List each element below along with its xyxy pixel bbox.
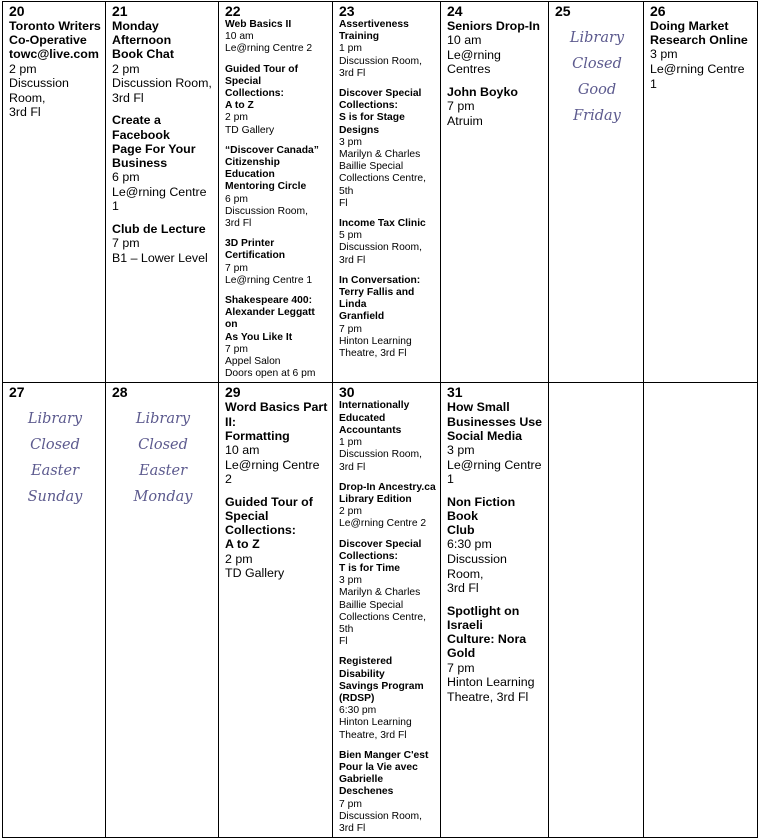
event-item — [112, 113, 214, 214]
day-number: 24 — [447, 3, 463, 19]
event-time: 3 pm — [650, 47, 678, 62]
event-time: 1 pm — [339, 43, 362, 55]
event-location: Le@rning Centre 2 — [225, 457, 320, 487]
event-location: TD Gallery — [225, 124, 275, 136]
event-item — [339, 750, 436, 835]
closed-text-line: Library — [27, 411, 83, 428]
day-cell — [644, 383, 758, 838]
event-time: 6 pm — [225, 193, 248, 205]
event-location: B1 – Lower Level — [112, 250, 208, 265]
event-location: Le@rning Centre 1 — [112, 184, 207, 214]
event-location: Marilyn & Charles Baillie Special Collections Centre, 5th Fl — [339, 587, 426, 648]
event-item — [650, 19, 753, 91]
event-title: How Small Businesses Use Social Media — [447, 400, 543, 443]
event-item — [339, 400, 436, 473]
event-item — [339, 88, 436, 210]
event-item — [225, 295, 328, 380]
event-location: Le@rning Centres — [447, 47, 501, 77]
event-list — [112, 19, 214, 265]
day-number: 29 — [225, 384, 241, 401]
day-cell — [549, 2, 644, 383]
event-item — [225, 238, 328, 287]
event-time: 7 pm — [225, 262, 248, 274]
day-cell — [219, 2, 333, 383]
closed-text-line: Closed — [138, 437, 188, 454]
event-item — [447, 19, 544, 77]
event-item — [339, 275, 436, 360]
event-item — [339, 19, 436, 80]
day-number: 31 — [447, 384, 463, 401]
event-time: 7 pm — [447, 99, 475, 114]
event-location: Hinton Learning Theatre, 3rd Fl — [339, 335, 412, 360]
event-time: 7 pm — [225, 343, 248, 355]
event-title: Assertiveness Training — [339, 19, 409, 43]
event-location: Le@rning Centre 1 — [650, 62, 745, 91]
event-time: 3 pm — [447, 443, 475, 458]
event-location: Marilyn & Charles Baillie Special Collections Centre, 5th Fl — [339, 149, 426, 209]
event-item — [339, 656, 436, 741]
event-title: Monday Afternoon Book Chat — [112, 19, 174, 62]
day-number: 28 — [112, 384, 128, 401]
day-cell — [441, 2, 549, 383]
closed-text-line: Easter Monday — [133, 463, 193, 506]
event-item — [339, 539, 436, 649]
calendar-week-row — [3, 2, 758, 383]
event-title: “Discover Canada” Citizenship Education Mentoring Circle — [225, 144, 319, 193]
event-time: 7 pm — [447, 660, 475, 675]
event-item — [9, 19, 101, 120]
event-location: TD Gallery — [225, 566, 285, 581]
event-location: Le@rning Centre 1 — [447, 457, 542, 487]
event-title: Web Basics II — [225, 19, 292, 30]
day-number: 27 — [9, 384, 25, 401]
day-cell — [333, 2, 441, 383]
event-title: Internationally Educated Accountants — [339, 400, 410, 436]
event-title: Registered Disability Savings Program (RDSP) — [339, 656, 424, 704]
event-location: Atruim — [447, 113, 483, 128]
event-location: Hinton Learning Theatre, 3rd Fl — [339, 717, 412, 741]
event-location: Discussion Room, 3rd Fl — [447, 552, 507, 596]
event-time: 10 am — [225, 443, 260, 458]
event-item — [339, 218, 436, 267]
event-location: Discussion Room, 3rd Fl — [339, 242, 422, 266]
day-number: 20 — [9, 3, 25, 19]
event-title: Doing Market Research Online — [650, 19, 748, 48]
event-location: Discussion Room, 3rd Fl — [339, 810, 422, 834]
event-list — [650, 19, 753, 91]
event-item — [447, 85, 544, 128]
event-item — [447, 400, 544, 486]
event-time: 2 pm — [9, 61, 37, 76]
day-number: 30 — [339, 384, 355, 401]
event-time: 2 pm — [225, 112, 248, 124]
event-title: Toronto Writers Co-Operative towc@live.com — [9, 19, 101, 62]
library-closed-notice — [555, 25, 639, 129]
event-time: 10 am — [225, 31, 254, 43]
event-time: 3 pm — [339, 136, 362, 148]
event-time: 2 pm — [339, 506, 362, 518]
calendar-grid — [2, 1, 758, 838]
event-title: Income Tax Clinic — [339, 218, 426, 230]
event-list — [9, 19, 101, 120]
event-location: Le@rning Centre 2 — [225, 43, 313, 55]
event-title: Discover Special Collections: T is for Time — [339, 538, 422, 574]
event-time: 10 am — [447, 33, 482, 48]
closed-text-line: Easter Sunday — [27, 463, 83, 506]
closed-text-line: Library — [569, 30, 625, 46]
event-title: Word Basics Part II: Formatting — [225, 400, 328, 443]
event-title: Guided Tour of Special Collections: A to Z — [225, 63, 299, 112]
day-cell — [441, 383, 549, 838]
event-item — [225, 400, 328, 486]
day-cell — [549, 383, 644, 838]
event-item — [339, 482, 436, 531]
event-list — [339, 400, 436, 835]
event-list — [447, 19, 544, 128]
event-item — [225, 495, 328, 581]
day-number: 26 — [650, 3, 666, 19]
event-item — [225, 145, 328, 230]
event-title: Drop-In Ancestry.ca Library Edition — [339, 481, 436, 505]
event-time: 5 pm — [339, 230, 362, 242]
event-time: 7 pm — [339, 323, 362, 335]
day-cell — [106, 383, 219, 838]
event-title: Guided Tour of Special Collections: A to Z — [225, 494, 313, 552]
event-location: Discussion Room, 3rd Fl — [225, 205, 308, 230]
event-title: Discover Special Collections: S is for Stage Designs — [339, 88, 422, 136]
event-title: Club de Lecture — [112, 221, 206, 236]
event-item — [112, 19, 214, 105]
event-time: 3 pm — [339, 575, 362, 587]
day-number: 21 — [112, 3, 128, 19]
event-title: Create a Facebook Page For Your Business — [112, 113, 196, 170]
closed-text-line: Closed — [30, 437, 80, 454]
event-title: Spotlight on Israeli Culture: Nora Gold — [447, 603, 527, 661]
event-time: 7 pm — [112, 236, 140, 251]
day-cell — [219, 383, 333, 838]
event-location: Discussion Room, 3rd Fl — [112, 76, 212, 105]
library-closed-notice — [112, 406, 214, 510]
event-location: Discussion Room, 3rd Fl — [9, 76, 69, 120]
event-time: 2 pm — [112, 61, 140, 76]
day-cell — [3, 2, 106, 383]
event-location: Le@rning Centre 2 — [339, 518, 427, 530]
event-title: 3D Printer Certification — [225, 238, 286, 262]
event-list — [339, 19, 436, 360]
event-time: 6 pm — [112, 170, 140, 185]
event-location: Doors open at 6 pm — [225, 368, 316, 380]
event-location: Appel Salon — [225, 356, 281, 368]
event-time: 7 pm — [339, 798, 362, 810]
event-location: Hinton Learning Theatre, 3rd Fl — [447, 675, 535, 704]
event-item — [447, 604, 544, 705]
event-location: Discussion Room, 3rd Fl — [339, 55, 422, 79]
event-location: Discussion Room, 3rd Fl — [339, 449, 422, 473]
event-time: 6:30 pm — [447, 537, 492, 552]
event-title: Shakespeare 400: Alexander Leggatt on As You Like It — [225, 295, 315, 343]
day-cell — [106, 2, 219, 383]
event-title: In Conversation: Terry Fallis and Linda Granfield — [339, 274, 421, 323]
event-item — [447, 495, 544, 596]
day-number: 22 — [225, 3, 241, 19]
event-location: Le@rning Centre 1 — [225, 274, 313, 286]
day-cell — [3, 383, 106, 838]
day-cell — [333, 383, 441, 838]
event-item — [112, 222, 214, 265]
event-title: Non Fiction Book Club — [447, 494, 516, 538]
event-list — [447, 400, 544, 704]
event-title: Seniors Drop-In — [447, 19, 540, 33]
event-item — [225, 64, 328, 137]
event-list — [225, 400, 328, 580]
closed-text-line: Good Friday — [573, 82, 621, 124]
day-number: 25 — [555, 3, 571, 19]
event-time: 6:30 pm — [339, 705, 377, 717]
calendar-week-row — [3, 383, 758, 838]
closed-text-line: Closed — [572, 56, 622, 72]
day-number: 23 — [339, 3, 355, 19]
library-closed-notice — [9, 406, 101, 510]
event-time: 2 pm — [225, 551, 253, 566]
event-list — [225, 19, 328, 380]
event-title: John Boyko — [447, 84, 518, 99]
event-item — [225, 19, 328, 56]
closed-text-line: Library — [135, 411, 191, 428]
day-cell — [644, 2, 758, 383]
event-time: 1 pm — [339, 437, 362, 449]
event-title: Bien Manger C'est Pour la Vie avec Gabrielle Deschenes — [339, 749, 429, 798]
